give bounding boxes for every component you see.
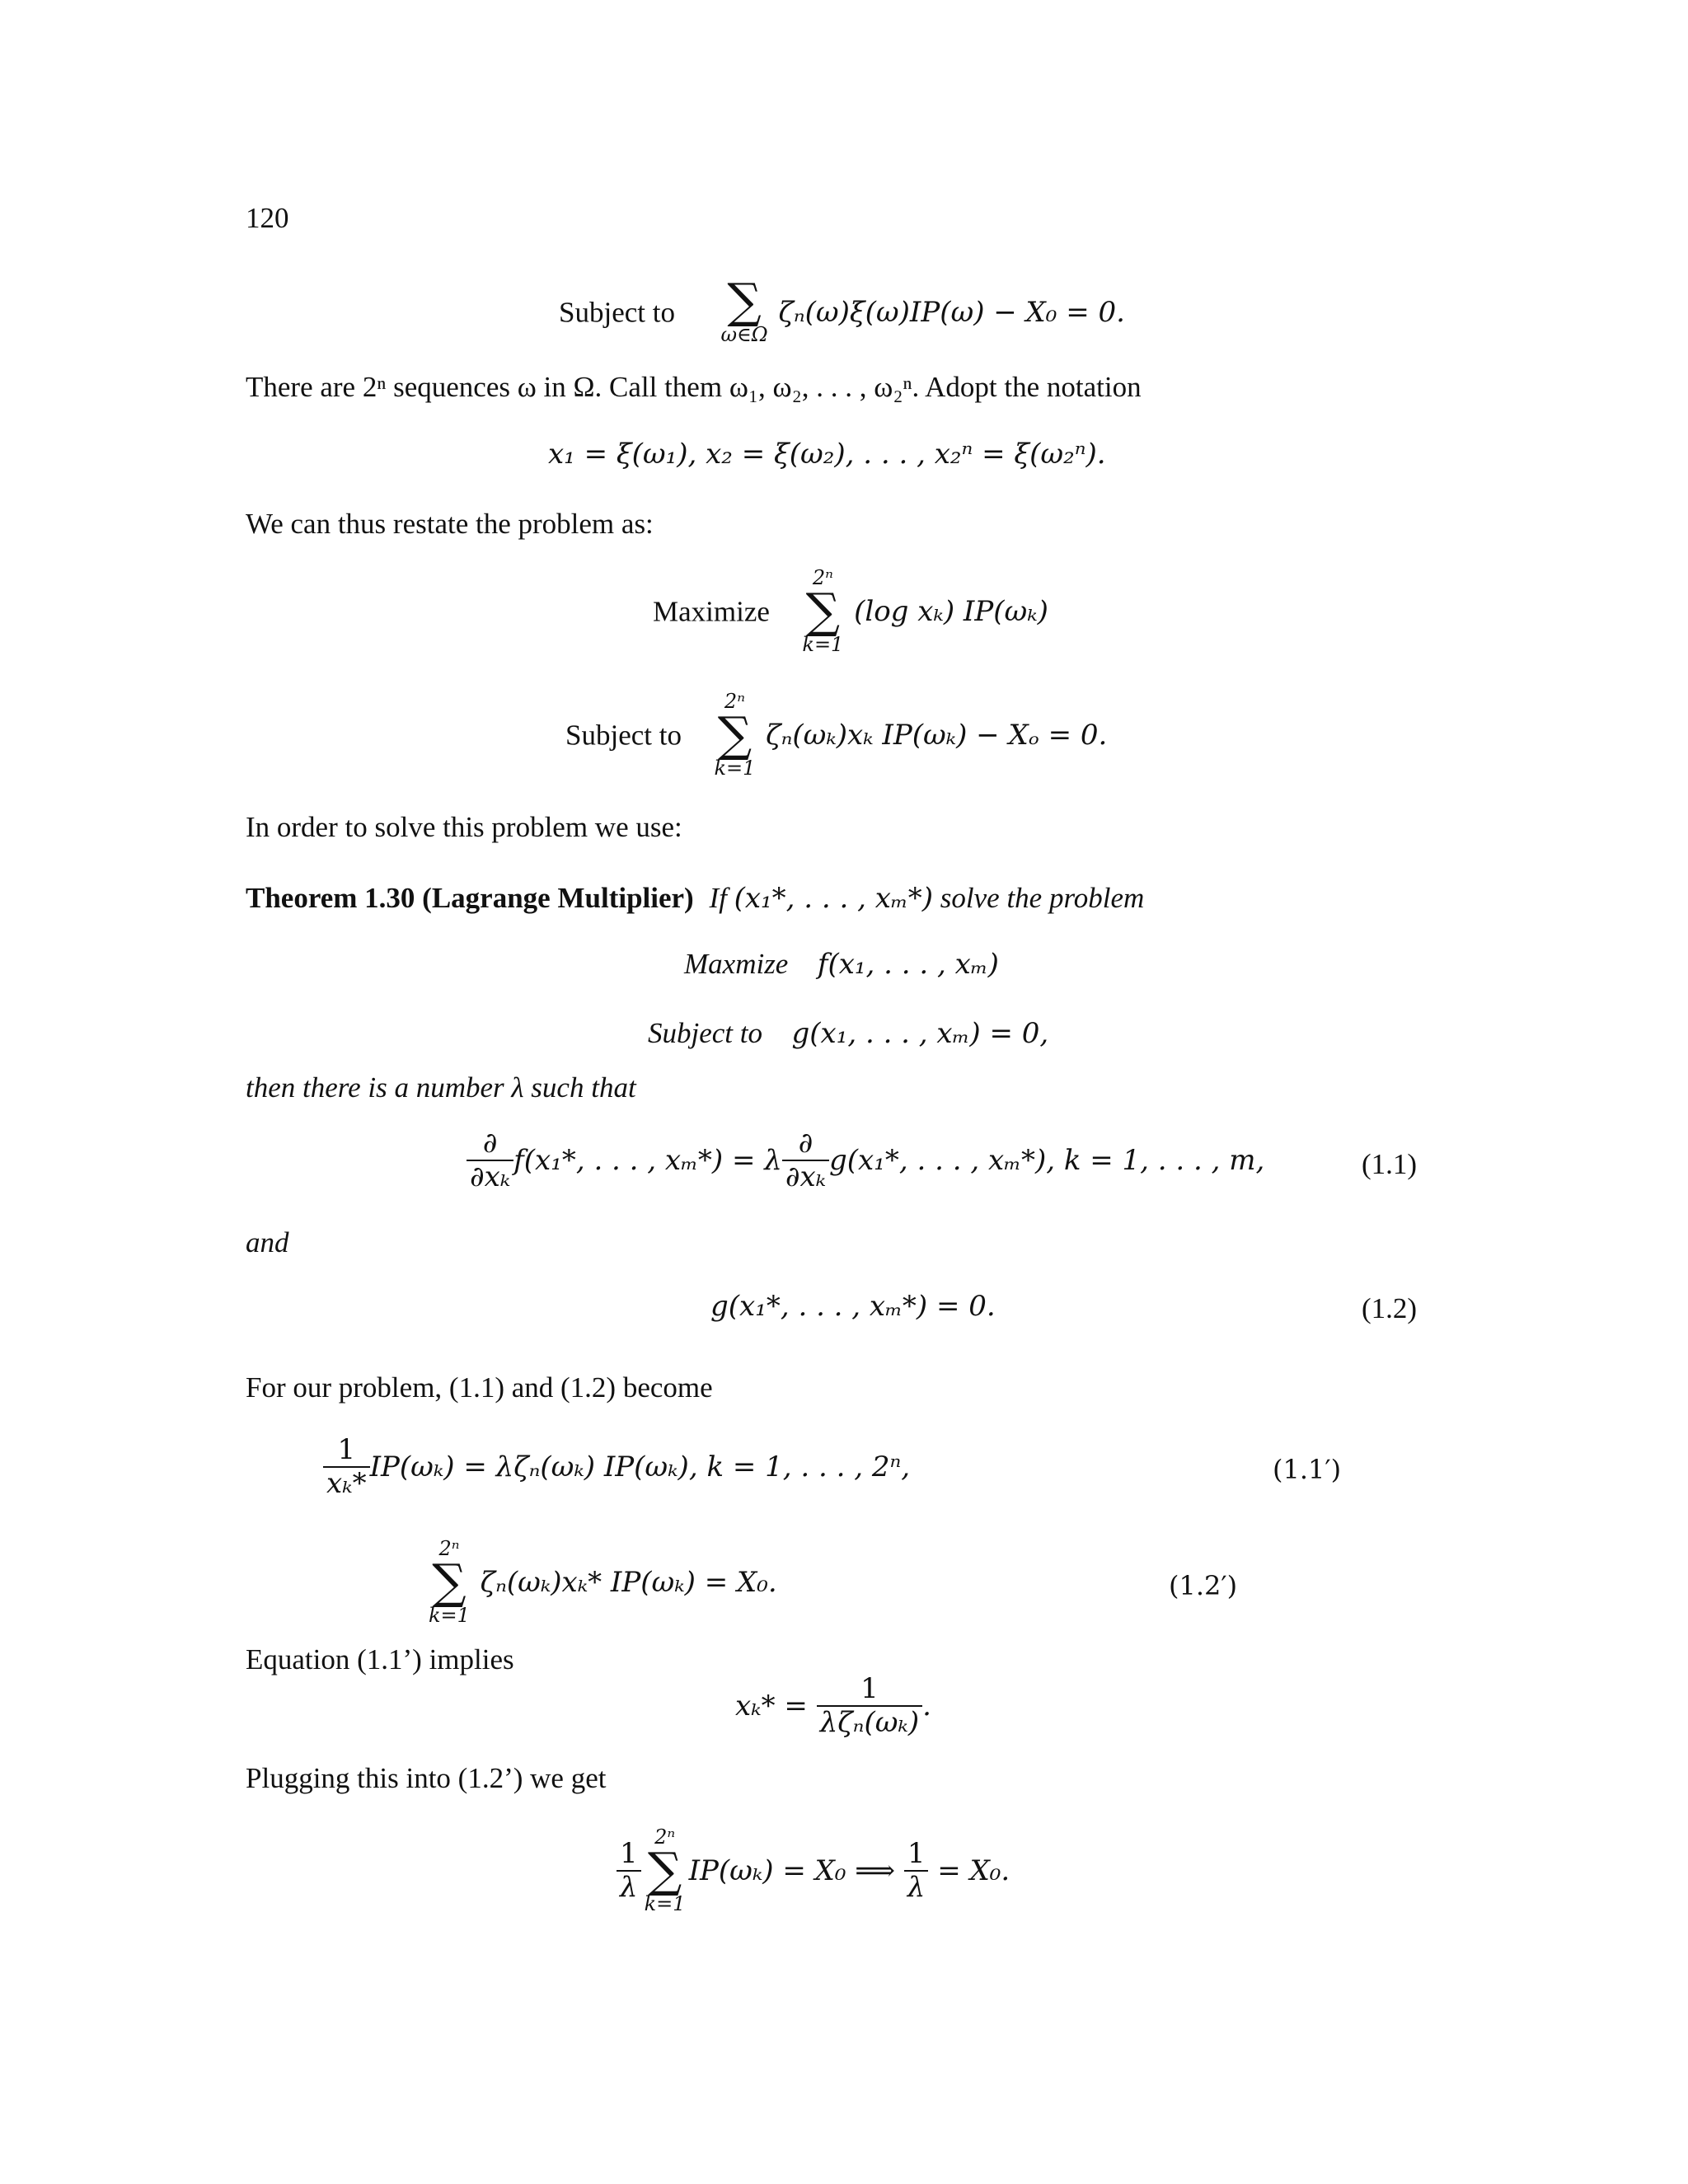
paragraph-restate: We can thus restate the problem as: [246,508,654,540]
paragraph-plugging: Plugging this into (1.2’) we get [246,1762,607,1794]
summation-upper-limit: 2ⁿ [812,566,833,589]
equation-body: IP(ωₖ) = λζₙ(ωₖ) IP(ωₖ), k = 1, . . . , 2ⁿ, [369,1451,911,1484]
theorem-intro-rest: solve the problem [940,882,1145,914]
equation-1-1 [467,1127,1264,1193]
equation-label: Subject to [565,719,682,752]
theorem-if: If [709,882,727,914]
denominator: λ [907,1870,926,1904]
partial-fraction-g [782,1127,829,1193]
paragraph-equation-implies: Equation (1.1’) implies [246,1643,514,1675]
equation-body: g(x₁, . . . , xₘ) = 0, [791,1017,1049,1050]
denominator: ∂xₖ [785,1160,827,1194]
equation-xk-solution [735,1673,931,1739]
denominator: λζₙ(ωₖ) [819,1706,920,1740]
fraction-one-over-lambda-1 [617,1838,641,1904]
summation: 2ⁿ ∑ k=1 [644,1825,686,1916]
equation-body: (log xₖ) IP(ωₖ) [854,594,1048,628]
fraction-one-over-xk [323,1434,370,1500]
summation-lower-limit: k=1 [644,1892,686,1916]
fraction-xk [817,1673,922,1739]
equation-notation: x₁ = ξ(ω₁), x₂ = ξ(ω₂), . . . , x₂ⁿ = ξ(ω₂ⁿ). [548,438,1106,471]
partial-fraction-f [467,1127,513,1193]
equation-number-1-2-prime: (1.2′) [1169,1570,1238,1601]
equation-number-1-1-prime: (1.1′) [1273,1454,1342,1485]
numerator: 1 [617,1838,641,1872]
theorem-then: then there is a number λ such that [246,1071,636,1104]
equation-tail: . [922,1690,931,1723]
denominator: xₖ* [326,1467,367,1501]
equation-subject-omega [559,273,1125,347]
f-part: f(x₁*, . . . , xₘ*) = λ [513,1144,782,1178]
numerator: 1 [323,1434,370,1468]
equation-body: f(x₁, . . . , xₘ) [817,948,999,981]
equation-body: ζₙ(ωₖ)xₖ* IP(ωₖ) = X₀. [480,1565,777,1599]
equation-1-2: g(x₁*, . . . , xₘ*) = 0. [710,1290,996,1323]
equation-final [617,1826,1010,1915]
equation-1-2-prime [425,1538,777,1627]
numerator: ∂ [782,1127,829,1161]
equation-number-1-1: (1.1) [1362,1148,1418,1180]
theorem-statement [246,882,1145,915]
denominator: λ [620,1870,638,1904]
equation-body: ζₙ(ωₖ)xₖ IP(ωₖ) − Xₒ = 0. [766,718,1108,752]
equation-1-1-prime [323,1434,910,1500]
equation-label: Maxmize [684,948,789,980]
denominator: ∂xₖ [470,1160,511,1194]
summation: 2ⁿ ∑ k=1 [714,690,756,780]
numerator: ∂ [467,1127,513,1161]
summation-upper-limit: 2ⁿ [654,1825,676,1849]
theorem-title: Theorem 1.30 (Lagrange Multiplier) [246,882,694,914]
g-part: g(x₁*, . . . , xₘ*), k = 1, . . . , m, [829,1144,1265,1178]
summation-upper-limit: 2ⁿ [438,1537,460,1560]
summation: 2ⁿ ∑ k=1 [802,566,844,657]
summation-lower-limit: ω∈Ω [720,323,768,347]
theorem-args: (x₁*, . . . , xₘ*) [734,882,934,915]
summation-upper-limit: 2ⁿ [724,690,745,713]
summation-lower-limit: k=1 [802,633,844,657]
theorem-subject [648,1017,1049,1050]
summation: 2ⁿ ∑ k=1 [429,1537,470,1628]
equation-lhs: xₖ* = [735,1690,808,1723]
paragraph-sequences: There are 2ⁿ sequences ω in Ω. Call them ω₁, ω₂, . . . , ω₂ⁿ. Adopt the notation [246,371,1142,403]
fraction-one-over-lambda-2 [904,1838,929,1904]
paragraph-in-order: In order to solve this problem we use: [246,811,682,843]
summation-lower-limit: k=1 [714,757,756,780]
page-number: 120 [246,202,289,234]
equation-number-1-2: (1.2) [1362,1292,1418,1324]
equation-label: Subject to [559,296,675,329]
equation-maximize [653,567,1048,656]
equation-tail: = X₀. [937,1854,1010,1887]
numerator: 1 [904,1838,929,1872]
equation-middle: IP(ωₖ) = X₀ ⟹ [688,1854,904,1887]
paragraph-for-our-problem: For our problem, (1.1) and (1.2) become [246,1371,713,1404]
summation-lower-limit: k=1 [429,1604,470,1628]
summation: ∑ ω∈Ω [720,273,768,347]
numerator: 1 [817,1673,922,1707]
equation-label: Subject to [648,1017,762,1049]
equation-body: ζₙ(ω)ξ(ω)IP(ω) − X₀ = 0. [778,295,1125,329]
theorem-maxmize [684,948,999,981]
equation-subject-k [565,691,1107,780]
theorem-and: and [246,1226,289,1258]
equation-label: Maximize [653,595,770,628]
